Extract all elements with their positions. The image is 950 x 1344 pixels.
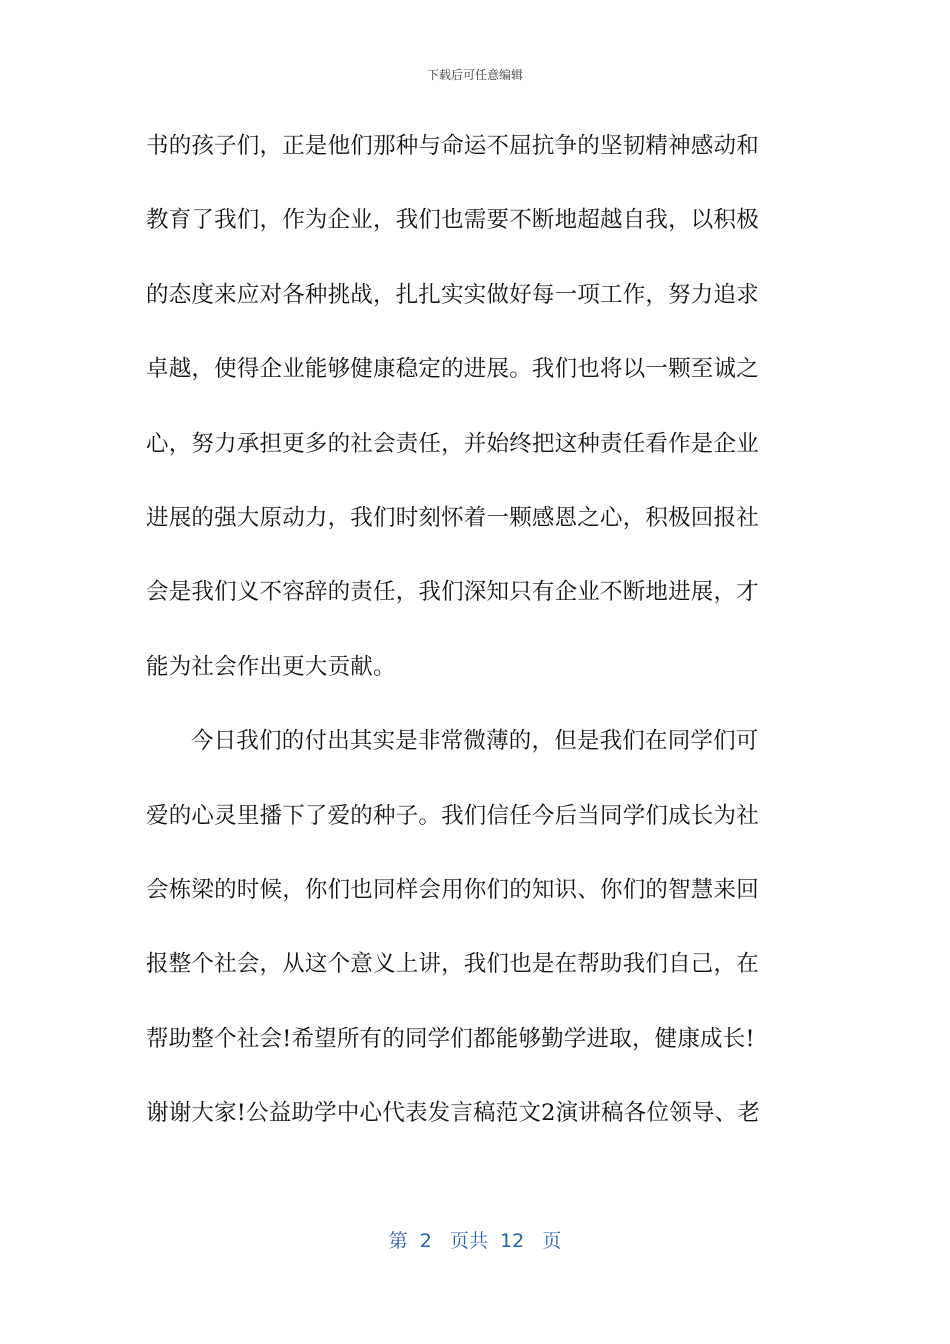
text-line-4: 卓越，使得企业能够健康稳定的进展。我们也将以一颗至诚之 bbox=[146, 356, 759, 383]
text-line-7: 会是我们义不容辞的责任，我们深知只有企业不断地进展，才 bbox=[146, 579, 759, 606]
text-line-2: 教育了我们，作为企业，我们也需要不断地超越自我，以积极 bbox=[146, 207, 759, 234]
text-line-13: 帮助整个社会!希望所有的同学们都能够勤学进取，健康成长! bbox=[146, 1025, 755, 1052]
document-body bbox=[146, 120, 806, 1161]
page-header: 下载后可任意编辑 bbox=[426, 68, 523, 82]
text-line-11: 会栋梁的时候，你们也同样会用你们的知识、你们的智慧来回 bbox=[146, 876, 759, 903]
text-line-12: 报整个社会，从这个意义上讲，我们也是在帮助我们自己，在 bbox=[146, 951, 759, 978]
text-line-1: 书的孩子们，正是他们那种与命运不屈抗争的坚韧精神感动和 bbox=[146, 133, 759, 159]
text-line-3: 的态度来应对各种挑战，扎扎实实做好每一项工作，努力追求 bbox=[146, 281, 759, 308]
text-line-8: 能为社会作出更大贡献。 bbox=[146, 653, 396, 680]
text-line-6: 进展的强大原动力，我们时刻怀着一颗感恩之心，积极回报社 bbox=[146, 504, 759, 531]
text-line-14: 谢谢大家!公益助学中心代表发言稿范文2演讲稿各位领导、老 bbox=[146, 1100, 760, 1127]
text-line-9: 今日我们的付出其实是非常微薄的，但是我们在同学们可 bbox=[191, 728, 759, 755]
text-line-10: 爱的心灵里播下了爱的种子。我们信任今后当同学们成长为社 bbox=[146, 802, 759, 829]
page-number-footer: 第 2 页共 12 页 bbox=[388, 1230, 562, 1252]
text-line-5: 心，努力承担更多的社会责任，并始终把这种责任看作是企业 bbox=[146, 430, 759, 457]
